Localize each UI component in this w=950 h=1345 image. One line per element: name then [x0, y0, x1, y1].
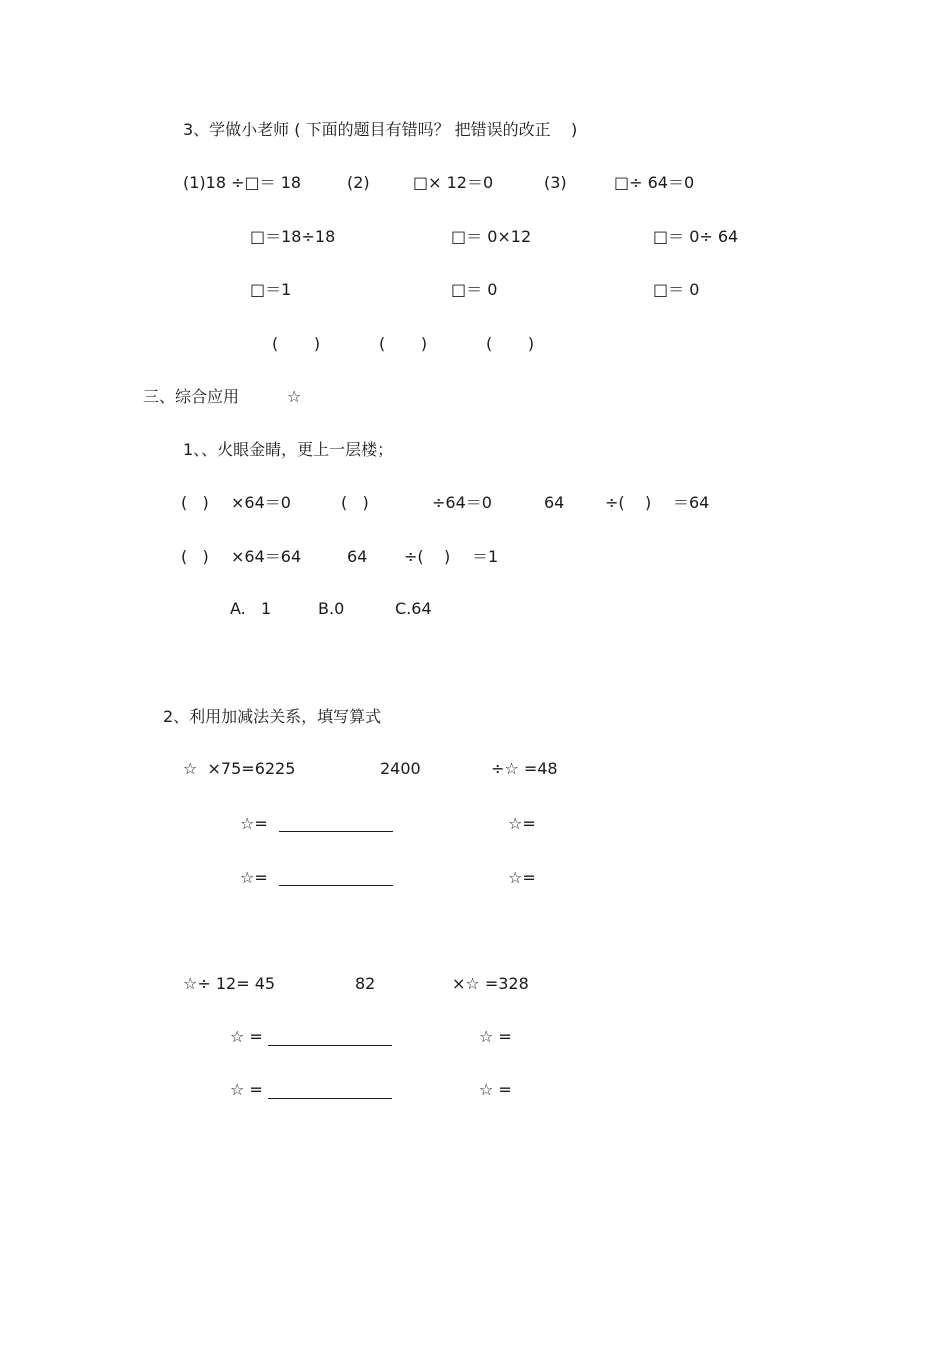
problem-2-answer-paren: ( )	[379, 334, 428, 353]
q2-g1-answer-1b-label: ☆=	[240, 868, 268, 887]
problem-3-expr: □÷ 64＝0	[614, 173, 695, 192]
q2-g2-answer-1a-line[interactable]	[268, 1045, 392, 1046]
problem-2-expr: □× 12＝0	[413, 173, 494, 192]
q1-row1-result: ＝64	[673, 493, 710, 512]
q1-option-b: B.0	[318, 599, 345, 618]
q2-g1-answer-2a-label: ☆=	[508, 814, 536, 833]
problem-3-step2: □＝ 0	[653, 280, 700, 299]
q1-row1-expr-1: ×64＝0	[231, 493, 291, 512]
q2-g2-answer-1b-line[interactable]	[268, 1098, 392, 1099]
star-icon: ☆	[287, 387, 302, 406]
q2-g1-answer-1b-line[interactable]	[279, 885, 393, 886]
section-3-heading: 3、学做小老师 ( 下面的题目有错吗？ 把错误的改正 )	[183, 120, 578, 139]
q1-row1-blank-2: ( )	[341, 493, 369, 512]
q2-g1-answer-2b-label: ☆=	[508, 868, 536, 887]
problem-2-step2: □＝ 0	[451, 280, 498, 299]
q2-g1-answer-1a-label: ☆=	[240, 814, 268, 833]
q2-g2-equation-2-right: ×☆ =328	[452, 974, 529, 993]
q1-row2-blank-1: ( )	[181, 547, 209, 566]
q1-row2-result: ＝1	[472, 547, 499, 566]
q1-row1-blank-1: ( )	[181, 493, 209, 512]
q1-row1-num: 64	[544, 493, 565, 512]
q1-row2-num: 64	[347, 547, 368, 566]
problem-2-label: (2)	[347, 173, 370, 192]
problem-2-step1: □＝ 0×12	[451, 227, 532, 246]
q1-row2-blank-2: ÷( )	[404, 547, 451, 566]
problem-1-answer-paren: ( )	[272, 334, 321, 353]
q2-g1-answer-1a-line[interactable]	[279, 831, 393, 832]
q1-row1-blank-3: ÷( )	[605, 493, 652, 512]
problem-3-step1: □＝ 0÷ 64	[653, 227, 739, 246]
part-3-heading: 三、综合应用	[143, 387, 240, 406]
q2-g2-answer-1b-label: ☆ =	[230, 1080, 263, 1099]
problem-1-step2: □＝1	[250, 280, 292, 299]
q1-row1-expr-2: ÷64＝0	[432, 493, 492, 512]
q1-option-c: C.64	[395, 599, 432, 618]
q2-g2-answer-2a-label: ☆ =	[479, 1027, 512, 1046]
question-2-heading: 2、利用加减法关系，填写算式	[163, 707, 382, 726]
q2-g2-equation-2-left: 82	[355, 974, 376, 993]
q2-g1-equation-1: ☆ ×75=6225	[183, 759, 296, 778]
q2-g2-answer-2b-label: ☆ =	[479, 1080, 512, 1099]
q1-option-a: A. 1	[230, 599, 272, 618]
q2-g2-answer-1a-label: ☆ =	[230, 1027, 263, 1046]
problem-1-expr: (1)18 ÷□＝ 18	[183, 173, 302, 192]
q2-g1-equation-2-left: 2400	[380, 759, 421, 778]
problem-1-step1: □＝18÷18	[250, 227, 336, 246]
q1-row2-expr-1: ×64＝64	[231, 547, 302, 566]
q2-g1-equation-2-right: ÷☆ =48	[491, 759, 558, 778]
question-1-heading: 1、、火眼金睛，更上一层楼；	[183, 440, 394, 459]
q2-g2-equation-1: ☆÷ 12= 45	[183, 974, 276, 993]
problem-3-answer-paren: ( )	[486, 334, 535, 353]
problem-3-label: (3)	[544, 173, 567, 192]
